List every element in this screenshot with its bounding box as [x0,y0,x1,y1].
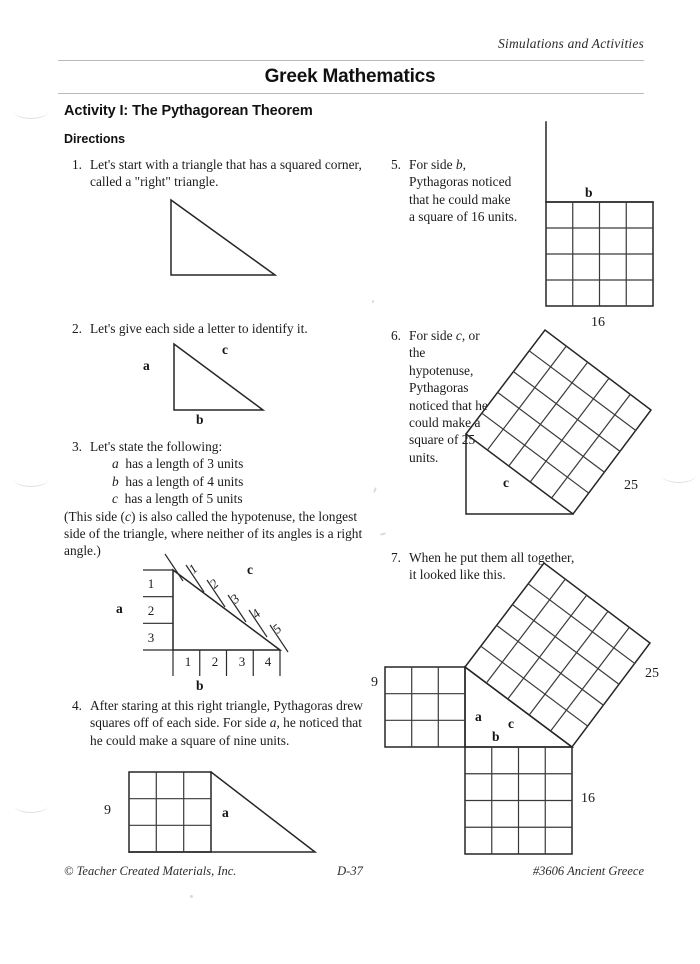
bullet-text: has a length of 3 units [125,456,244,472]
figure6-area-label: 25 [624,478,638,493]
item-text: Let's start with a triangle that has a squared corner, called a "right" triangle. [90,157,362,190]
item-number: 1. [71,157,82,172]
figure3-b-tick-4: 4 [264,654,272,669]
scan-speck [190,895,193,898]
figure7-area-c-label: 25 [645,666,659,681]
figure5-area-label: 16 [591,315,605,330]
item4-text-part1: After staring at this right triangle, Pythagoras drew squares off of each side. For side [90,698,363,731]
figure2-label-c: c [222,342,228,357]
scan-speck [373,487,377,493]
item4-variable: a [269,715,277,731]
note-rest: ) is also called the hypotenuse, the longest side of the triangle, where neither of its angles is a right angle.) [64,508,363,559]
item-text: When he put them all together, it looked like this. [409,550,575,583]
scan-speck [380,532,386,535]
item6-text-part2: , or the hypotenuse, Pythagoras noticed that he could make a square of 25 units. [409,328,488,465]
figure7-side-a-label: a [475,709,482,724]
figure7-area-b-label: 16 [581,791,595,806]
list-item-5 [383,156,518,226]
scan-speck [372,300,374,303]
item-number: 3. [71,439,82,454]
figure7-side-c-label: c [508,716,514,731]
list-item-7 [383,549,583,584]
figure4-area-label: 9 [104,803,111,818]
bullet-variable: a [112,456,119,472]
figure3-a-tick-2: 2 [147,603,155,618]
figure3-a-tick-1: 1 [147,576,155,591]
list-item-1 [64,156,364,191]
footer-product-code: #3606 Ancient Greece [532,864,644,878]
bullet-variable: c [112,491,118,507]
header-rule-bottom [58,93,644,94]
directions-label: Directions [64,132,126,146]
item-number: 2. [71,321,82,336]
figure3-label-b: b [196,678,204,693]
item-body [64,438,369,560]
figure2-label-b: b [196,412,204,427]
bullet-text: has a length of 5 units [124,491,243,507]
figure-pythagorean-assembly [380,585,670,860]
item4-text-part2: , he noticed that he could make a square of nine units. [90,715,362,748]
list-item-2 [64,320,364,337]
item-text: Let's give each side a letter to identify it. [90,321,308,336]
figure7-side-b-label: b [492,729,500,744]
figure3-b-tick-3: 3 [238,654,246,669]
item3-lead: Let's state the following: [90,439,223,454]
note-open: (This side ( [64,508,125,524]
figure3-c-tick-4: 4 [248,605,264,622]
figure-square-b [540,116,665,316]
figure3-label-a: a [116,601,123,616]
bullet-variable: b [112,473,119,489]
scan-artifact [14,472,48,487]
figure3-c-tick-5: 5 [269,620,285,637]
figure5-side-label: b [585,185,593,200]
footer-page-number: D-37 [337,864,363,878]
running-head: Simulations and Activities [498,36,644,51]
figure3-c-tick-3: 3 [227,590,243,607]
scan-artifact [662,468,696,483]
figure3-a-tick-3: 3 [147,630,155,645]
figure6-side-label: c [503,475,509,490]
list-item-3 [64,438,369,560]
item-number: 6. [390,328,401,343]
scan-artifact [14,798,48,813]
figure3-b-tick-1: 1 [184,654,192,669]
scan-artifact [14,104,48,119]
header-rule-top [58,60,644,61]
list-item-4 [64,697,372,749]
item3-bullet-list [90,455,369,507]
item5-text-part2: , Pythagoras noticed that he could make a square of 16 units. [409,157,518,225]
figure3-b-tick-2: 2 [211,654,219,669]
figure2-label-a: a [143,358,150,373]
list-item [112,473,369,490]
item5-text-part1: For side [409,157,456,172]
item-text [409,156,518,226]
item-number: 7. [390,550,401,565]
item6-variable: c [455,328,462,343]
list-item [112,455,369,472]
item-text [90,697,372,749]
footer-copyright: © Teacher Created Materials, Inc. [64,864,237,878]
item-number: 5. [390,157,401,172]
item5-variable: b [455,157,463,172]
activity-title: Activity I: The Pythagorean Theorem [64,103,313,119]
item6-text-part1: For side [409,328,456,343]
figure3-c-tick-1: 1 [185,560,201,577]
bullet-text: has a length of 4 units [125,473,244,489]
page-title: Greek Mathematics [264,66,436,87]
figure3-label-c: c [247,562,253,577]
list-item [112,490,369,507]
figure3-c-tick-2: 2 [206,575,222,592]
figure4-side-label: a [222,805,229,820]
item-number: 4. [71,698,82,713]
figure-square-c [455,320,665,525]
figure-right-triangle [160,192,290,287]
note-variable: c [125,508,131,524]
figure7-area-a-label: 9 [371,675,378,690]
